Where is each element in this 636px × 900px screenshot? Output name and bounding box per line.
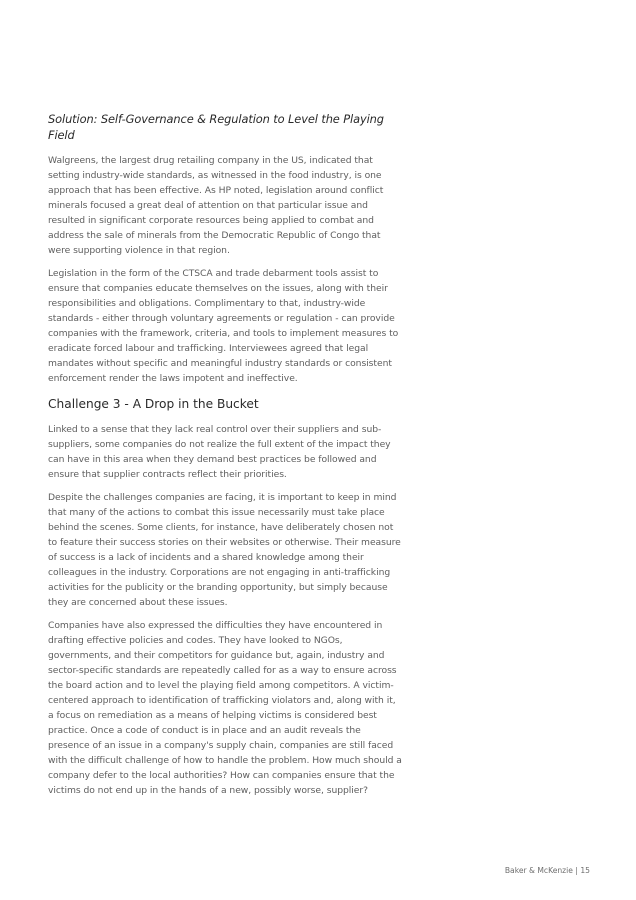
paragraph: Companies have also expressed the difficulties they have encountered in drafting effective policies and codes. They have looked to NGOs, governments, and their competitors for guidance but, again, industry and sector-specific standards are repeatedly called for as a way to ensure across the board action and to level the playing field among competitors. A victim-centered approach to identification of trafficking violators and, along with it, a focus on remediation as a means of helping victims is considered best practice. Once a code of conduct is in place and an audit reveals the presence of an issue in a company's supply chain, companies are still faced with the difficult challenge of how to handle the problem. How much should a company defer to the local authorities? How can companies ensure that the victims do not end up in the hands of a new, possibly worse, supplier?	[48, 620, 402, 796]
paragraph: Walgreens, the largest drug retailing company in the US, indicated that setting industry-wide standards, as witnessed in the food industry, is one approach that has been effective. As HP noted, legislation around conflict minerals focused a great deal of attention on that particular issue and resulted in significant corporate resources being applied to combat and address the sale of minerals from the Democratic Republic of Congo that were supporting violence in that region.	[48, 155, 384, 256]
section-heading-solution: Solution: Self-Governance & Regulation to Level the Playing Field	[48, 112, 384, 142]
paragraph: Legislation in the form of the CTSCA and trade debarment tools assist to ensure that companies educate themselves on the issues, along with their responsibilities and obligations. Complimentary to that, industry-wide standards - either through voluntary agreements or regulation - can provide companies with the framework, criteria, and tools to implement measures to eradicate forced labour and trafficking. Interviewees agreed that legal mandates without specific and meaningful industry standards or consistent enforcement render the laws impotent and ineffective.	[48, 268, 399, 384]
document-body	[48, 111, 404, 806]
section-heading-challenge-3: Challenge 3 - A Drop in the Bucket	[48, 397, 259, 411]
page-footer: Baker & McKenzie | 15	[504, 866, 590, 875]
paragraph: Linked to a sense that they lack real control over their suppliers and sub-suppliers, some companies do not realize the full extent of the impact they can have in this area when they demand best practices be followed and ensure that supplier contracts reflect their priorities.	[48, 424, 391, 480]
paragraph: Despite the challenges companies are facing, it is important to keep in mind that many of the actions to combat this issue necessarily must take place behind the scenes. Some clients, for instance, have deliberately chosen not to feature their success stories on their websites or otherwise. Their measure of success is a lack of incidents and a shared knowledge among their colleagues in the industry. Corporations are not engaging in anti-trafficking activities for the publicity or the branding opportunity, but simply because they are concerned about these issues.	[48, 492, 401, 608]
